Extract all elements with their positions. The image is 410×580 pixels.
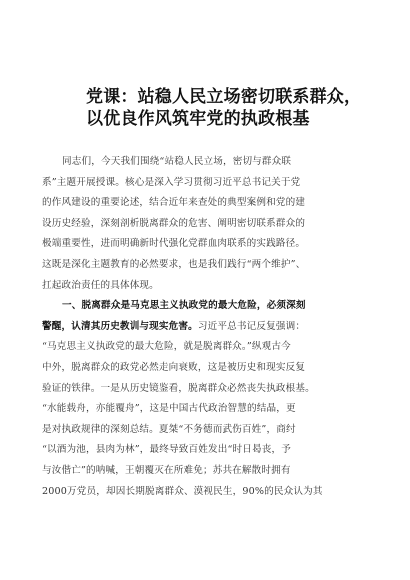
paragraph-1-line-7: 扛起政治责任的具体体现。 xyxy=(42,279,159,291)
paragraph-2-line-8: “以酒为池，县肉为林”，最终导致百姓发出“时日曷丧，予 xyxy=(42,444,292,456)
document-body xyxy=(42,152,376,502)
paragraph-1-line-1: 同志们，今天我们围绕“站稳人民立场，密切与群众联 xyxy=(62,156,292,167)
paragraph-1-line-4: 设历史经验，深刻剖析脱离群众的危害、阐明密切联系群众的 xyxy=(42,217,306,229)
document-title xyxy=(86,86,386,130)
paragraph-2-line-10: 2000万党员，却因长期脱离群众、漠视民生，90%的民众认为其 xyxy=(42,485,323,497)
section-heading-bold-part: 警醒，认清其历史教训与现实危害。 xyxy=(42,320,198,332)
paragraph-2-line-5: 验证的铁律。一是从历史镜鉴看，脱离群众必然丧失执政根基。 xyxy=(42,382,315,394)
paragraph-1-line-5: 极端重要性，进而明确新时代强化党群血肉联系的实践路径。 xyxy=(42,238,306,250)
section-heading-line-2 xyxy=(42,317,376,338)
paragraph-1-line-6: 这既是深化主题教育的必然要求，也是我们践行“两个维护”、 xyxy=(42,258,306,270)
paragraph-2-line-9: 与汝偕亡”的呐喊，王朝覆灭在所难免；苏共在解散时拥有 xyxy=(42,464,291,476)
title-line-1: 党课：站稳人民立场密切联系群众， xyxy=(86,87,362,107)
paragraph-2-line-6: “水能载舟，亦能覆舟”，这是中国古代政治智慧的结晶，更 xyxy=(42,403,296,415)
paragraph-1-line-3: 的作风建设的重要论述，结合近年来查处的典型案例和党的建 xyxy=(42,197,306,209)
paragraph-2-line-3: “马克思主义执政党的最大危险，就是脱离群众。”纵观古今 xyxy=(42,341,291,353)
paragraph-1-line-2: 系”主题开展授课。核心是深入学习贯彻习近平总书记关于党 xyxy=(42,176,301,188)
title-line-2: 以优良作风筑牢党的执政根基 xyxy=(86,109,310,129)
paragraph-2-line-4: 中外，脱离群众的政党必然走向衰败，这是被历史和现实反复 xyxy=(42,361,306,373)
section-heading-line-1: 一、脱离群众是马克思主义执政党的最大危险，必须深刻 xyxy=(62,300,306,312)
section-heading-rest-part: 习近平总书记反复强调： xyxy=(197,320,306,332)
paragraph-2-line-7: 是对执政规律的深刻总结。夏桀“不务德而武伤百姓”，商纣 xyxy=(42,423,296,435)
